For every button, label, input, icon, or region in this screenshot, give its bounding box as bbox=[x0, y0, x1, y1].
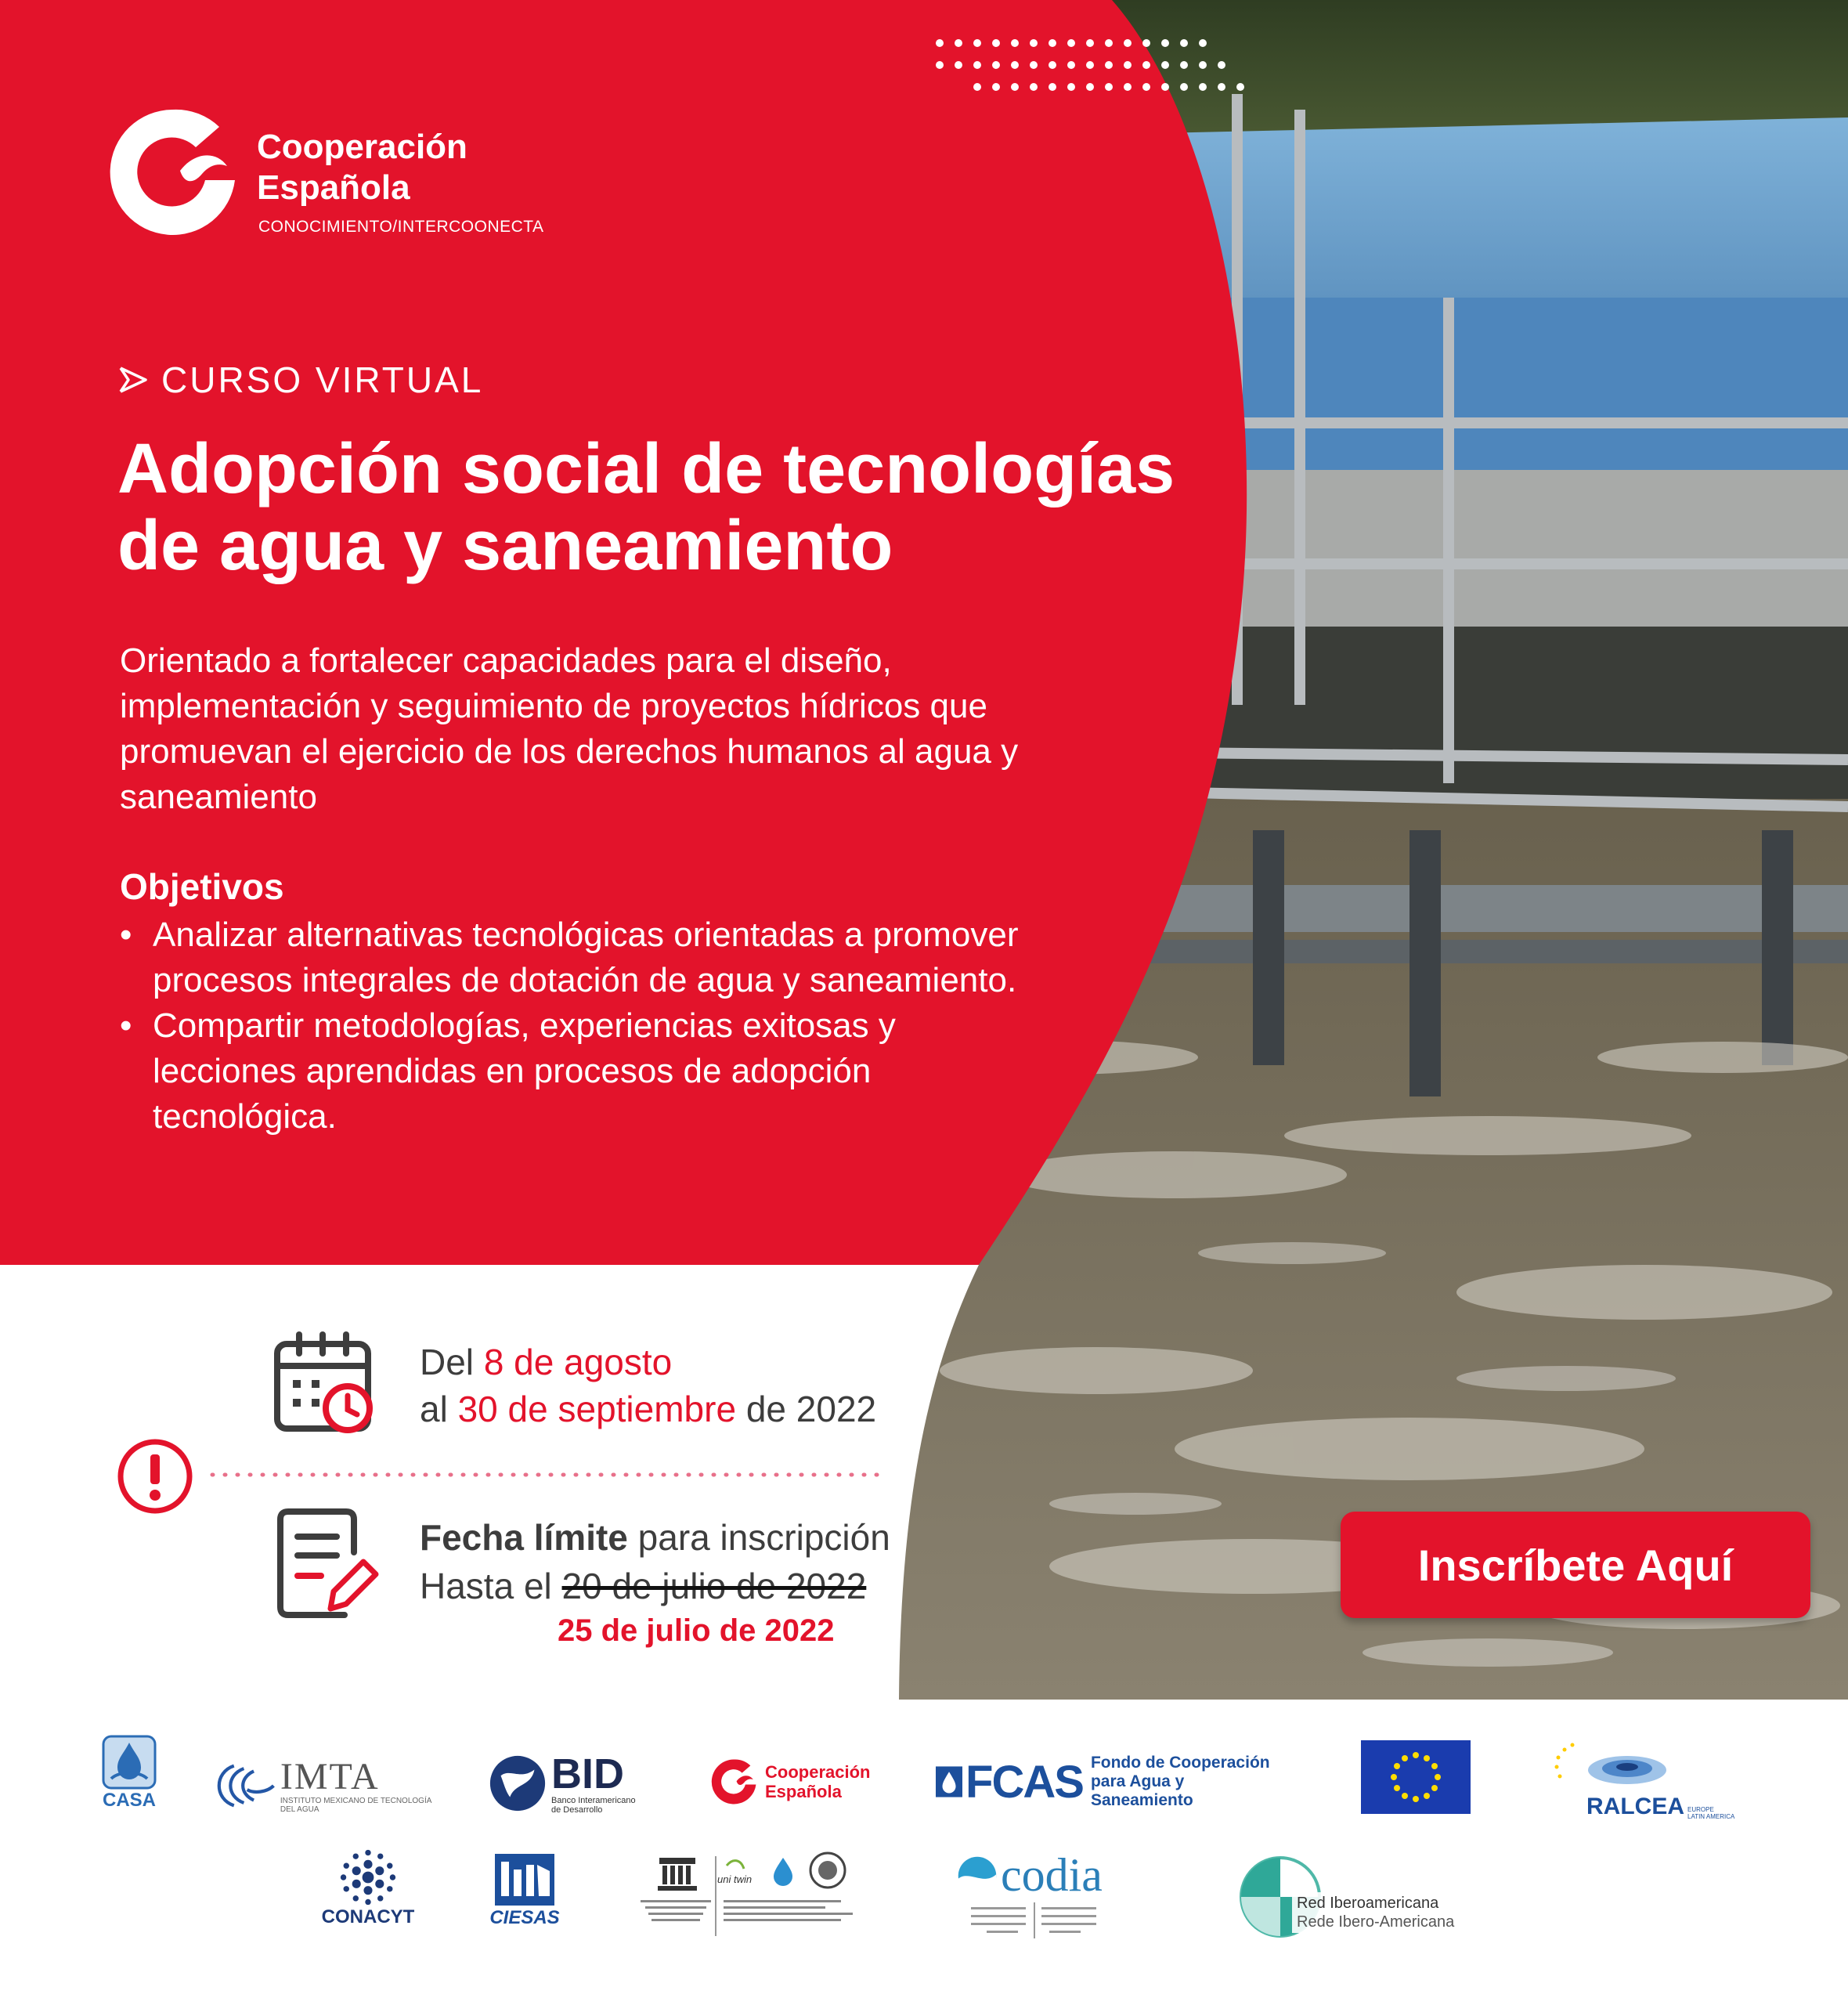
date-from-prefix: Del bbox=[420, 1342, 475, 1382]
date-year: de 2022 bbox=[745, 1389, 877, 1429]
casa-logo bbox=[98, 1735, 161, 1821]
ciesas-label: CIESAS bbox=[489, 1907, 560, 1928]
ciesas-logo bbox=[489, 1852, 560, 1938]
alert-icon bbox=[116, 1437, 194, 1515]
imta-logo bbox=[208, 1750, 442, 1821]
bid-label: BID bbox=[551, 1750, 624, 1797]
ralcea-sublabel-2: LATIN AMERICA bbox=[1687, 1813, 1735, 1820]
deadline-label-rest: para inscripción bbox=[637, 1517, 890, 1558]
eu-flag-icon bbox=[1361, 1740, 1471, 1814]
date-to-prefix: al bbox=[420, 1389, 448, 1429]
fcas-sublabel-2: para Agua y Saneamiento bbox=[1090, 1772, 1193, 1809]
casa-icon bbox=[102, 1735, 157, 1790]
course-title-line1: Adopción social de tecnologías bbox=[117, 430, 1175, 508]
conacyt-label: CONACYT bbox=[321, 1906, 415, 1927]
ralcea-label: RALCEA bbox=[1586, 1794, 1684, 1819]
course-description: Orientado a fortalecer capacidades para el diseño, implementación y seguimiento de proyectos hídricos que promuevan el ejercicio de los derechos humanos al agua y saneamiento bbox=[120, 641, 1019, 816]
decorative-dots bbox=[932, 35, 1253, 94]
codia-wave-icon bbox=[955, 1854, 999, 1898]
bid-sublabel-2: de Desarrollo bbox=[551, 1805, 603, 1815]
ralcea-ripple-icon bbox=[1549, 1739, 1674, 1794]
course-type-label: CURSO VIRTUAL bbox=[161, 359, 484, 400]
codia-logo bbox=[955, 1848, 1135, 1942]
imta-swirl-icon bbox=[208, 1754, 280, 1817]
bid-globe-icon bbox=[487, 1753, 548, 1814]
deadline-label-bold: Fecha límite bbox=[420, 1517, 628, 1558]
deadline-prefix: Hasta el bbox=[420, 1566, 552, 1606]
codia-fineprint bbox=[955, 1902, 1112, 1942]
coop-label-2: Española bbox=[765, 1782, 842, 1801]
unesco-unitwin-emblems-icon bbox=[636, 1850, 859, 1944]
cooperacion-espanola-partner-logo bbox=[709, 1754, 897, 1809]
ralcea-logo bbox=[1549, 1739, 1752, 1825]
date-from-value: 8 de agosto bbox=[483, 1342, 673, 1382]
bid-logo bbox=[487, 1740, 651, 1826]
calendar-clock-icon bbox=[273, 1331, 378, 1433]
dotted-separator bbox=[210, 1472, 891, 1477]
red-ibero-label-2: Rede Ibero-Americana bbox=[1297, 1913, 1455, 1931]
objective-item: • Compartir metodologías, experiencias exitosas y lecciones aprendidas en procesos de adopción tecnológica. bbox=[120, 1003, 1020, 1140]
conacyt-logo bbox=[313, 1848, 423, 1935]
ralcea-sublabel-1: EUROPE bbox=[1687, 1806, 1714, 1813]
brand-subtitle: CONOCIMIENTO/INTERCOONECTA bbox=[258, 218, 544, 236]
form-edit-icon bbox=[274, 1505, 380, 1623]
brand-name-line1: Cooperación bbox=[257, 128, 467, 166]
objectives-list bbox=[120, 912, 1020, 1140]
deadline-old-date: 20 de julio de 2022 bbox=[561, 1566, 867, 1606]
chevron-right-icon bbox=[117, 363, 150, 396]
red-iberoamericana-logo bbox=[1237, 1850, 1496, 1944]
cooperacion-icon bbox=[709, 1757, 759, 1807]
objective-item: • Analizar alternativas tecnológicas orientadas a promover procesos integrales de dotación de agua y saneamiento. bbox=[120, 912, 1020, 1003]
deadline-label bbox=[420, 1516, 890, 1559]
unesco-unitwin-logo bbox=[636, 1850, 859, 1944]
cooperacion-espanola-logo bbox=[102, 102, 243, 243]
fcas-logo bbox=[936, 1754, 1280, 1809]
course-title bbox=[117, 431, 1245, 584]
fcas-label: FCAS bbox=[966, 1756, 1083, 1808]
course-title-line2: de agua y saneamiento bbox=[117, 507, 893, 585]
ciesas-emblem-icon bbox=[493, 1852, 556, 1907]
brand-name-line2: Española bbox=[257, 168, 410, 207]
coop-label-1: Cooperación bbox=[765, 1762, 871, 1782]
course-type bbox=[117, 359, 483, 401]
register-button[interactable]: Inscríbete Aquí bbox=[1341, 1512, 1810, 1618]
casa-label: CASA bbox=[102, 1790, 156, 1811]
objectives-heading: Objetivos bbox=[120, 866, 284, 907]
date-from bbox=[420, 1341, 672, 1383]
imta-sublabel: INSTITUTO MEXICANO DE TECNOLOGÍA DEL AGUA bbox=[280, 1797, 431, 1814]
fcas-sublabel-1: Fondo de Cooperación bbox=[1090, 1754, 1270, 1772]
deadline-old bbox=[420, 1565, 866, 1607]
date-to bbox=[420, 1388, 876, 1430]
red-ibero-label-1: Red Iberoamericana bbox=[1297, 1895, 1439, 1912]
conacyt-dots-icon bbox=[339, 1848, 397, 1906]
water-drop-icon bbox=[936, 1764, 962, 1800]
unitwin-label: uni twin bbox=[717, 1873, 753, 1885]
codia-label: codia bbox=[1001, 1849, 1103, 1901]
date-to-value: 30 de septiembre bbox=[457, 1389, 737, 1429]
imta-label: IMTA bbox=[280, 1756, 380, 1797]
bid-sublabel-1: Banco Interamericano bbox=[551, 1796, 636, 1805]
deadline-new-date: 25 de julio de 2022 bbox=[558, 1613, 835, 1648]
